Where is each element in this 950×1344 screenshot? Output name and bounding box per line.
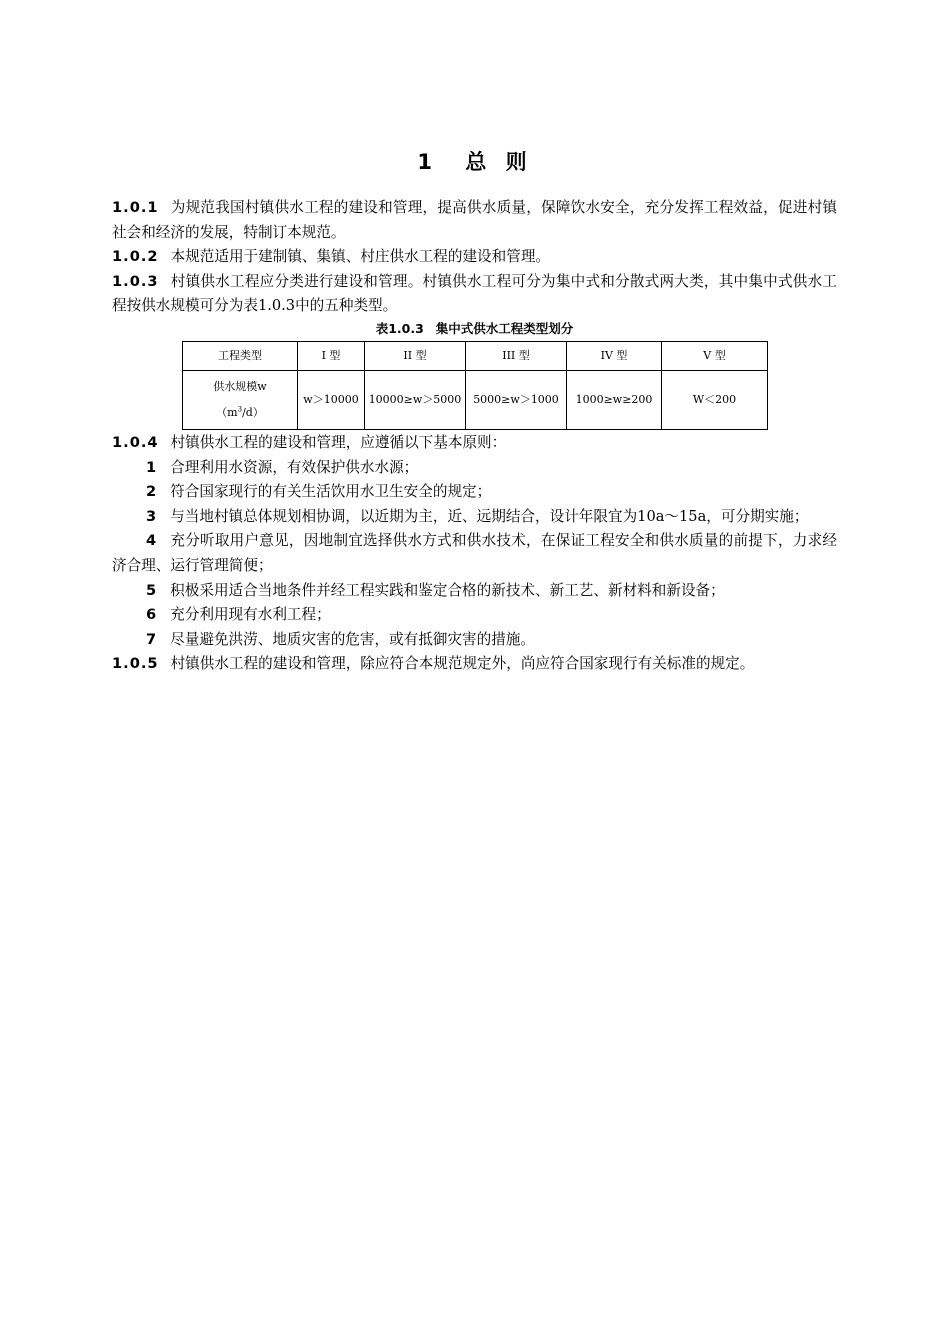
chapter-title [0, 146, 950, 176]
header-cell: 工程类型 [183, 341, 298, 370]
row-label-unit: $(m^3/d)$ [216, 405, 264, 419]
header-cell: I 型 [298, 341, 365, 370]
principle-item [112, 480, 837, 505]
clause-1-0-5 [112, 652, 837, 677]
clause-number: 1.0.1 [112, 199, 159, 216]
chapter-number: 1 [417, 150, 438, 174]
clause-text: 村镇供水工程应分类进行建设和管理。村镇供水工程可分为集中式和分散式两大类，其中集中式供水工程按供水规模可分为表1.0.3中的五种类型。 [112, 272, 837, 315]
value-cell: 1000≥w≥200 [567, 370, 662, 429]
principle-number: 6 [146, 606, 157, 624]
principle-text: 充分利用现有水利工程； [170, 606, 331, 624]
clause-number: 1.0.4 [112, 433, 159, 451]
principle-text: 积极采用适合当地条件并经工程实践和鉴定合格的新技术、新工艺、新材料和新设备； [170, 581, 725, 599]
header-cell: III 型 [466, 341, 567, 370]
header-cell: II 型 [365, 341, 466, 370]
header-cell: IV 型 [567, 341, 662, 370]
clause-1-0-4 [112, 431, 837, 456]
table-row [183, 370, 768, 429]
principle-number: 5 [146, 581, 157, 599]
clause-text: 村镇供水工程的建设和管理，应遵循以下基本原则： [170, 433, 507, 451]
principle-number: 3 [146, 507, 157, 525]
clause-1-0-1 [112, 196, 837, 245]
principle-text: 合理利用水资源，有效保护供水水源； [170, 458, 419, 476]
value-cell: w＞10000 [298, 370, 365, 429]
principle-number: 4 [146, 532, 157, 550]
clause-text: 村镇供水工程的建设和管理，除应符合本规范规定外，尚应符合国家现行有关标准的规定。 [170, 655, 755, 673]
table-caption [112, 319, 837, 339]
principle-item [112, 529, 837, 578]
chapter-name: 总 则 [465, 150, 533, 174]
principle-text: 尽量避免洪涝、地质灾害的危害，或有抵御灾害的措施。 [170, 630, 536, 648]
table-caption-title: 集中式供水工程类型划分 [435, 320, 574, 336]
table-caption-number: 表1.0.3 [375, 320, 424, 336]
value-cell: W＜200 [662, 370, 768, 429]
principle-item [112, 628, 837, 653]
principle-number: 1 [146, 458, 157, 476]
principle-text: 符合国家现行的有关生活饮用水卫生安全的规定； [170, 483, 492, 501]
clause-1-0-2 [112, 245, 837, 270]
clause-text: 为规范我国村镇供水工程的建设和管理，提高供水质量，保障饮水安全，充分发挥工程效益，促进村镇社会和经济的发展，特制订本规范。 [112, 199, 837, 241]
supply-type-table [182, 341, 768, 430]
header-cell: V 型 [662, 341, 768, 370]
principle-item [112, 603, 837, 628]
principle-number: 7 [146, 630, 157, 648]
principle-item [112, 579, 837, 604]
principle-text: 与当地村镇总体规划相协调，以近期为主，近、远期结合，设计年限宜为10a～15a，可分期实施； [170, 507, 809, 525]
clause-number: 1.0.3 [112, 272, 159, 290]
clause-1-0-3 [112, 270, 837, 319]
principle-item [112, 456, 837, 481]
row-label-cell [183, 370, 298, 429]
value-cell: 5000≥w＞1000 [466, 370, 567, 429]
clause-text: 本规范适用于建制镇、集镇、村庄供水工程的建设和管理。 [170, 248, 551, 266]
table-header-row [183, 341, 768, 370]
chapter-body [112, 196, 837, 677]
value-cell: 10000≥w＞5000 [365, 370, 466, 429]
row-label: 供水规模w [213, 379, 267, 393]
clause-number: 1.0.5 [112, 655, 159, 673]
principle-item [112, 505, 837, 530]
principle-text: 充分听取用户意见，因地制宜选择供水方式和供水技术，在保证工程安全和供水质量的前提下，力求经济合理、运行管理简便； [112, 532, 837, 574]
principle-number: 2 [146, 483, 157, 501]
clause-number: 1.0.2 [112, 248, 159, 266]
